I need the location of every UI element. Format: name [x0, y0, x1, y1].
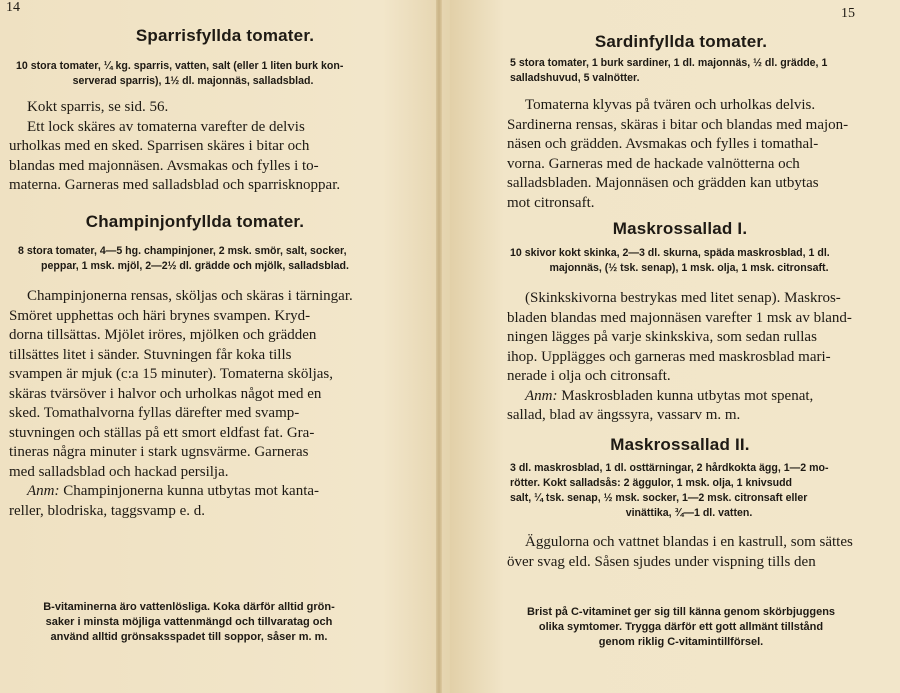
text-line: salladsbladen. Majonnäsen och grädden kan utbytas [507, 175, 819, 191]
text-line: bladen blandas med majonnäsen varefter 1 msk av bland- [507, 309, 852, 326]
ingredients-maskrossallad-1 [510, 246, 868, 276]
text-line: Champinjonerna rensas, sköljas och skäras i tärningar. [27, 288, 353, 304]
method-champinjonfyllda [9, 287, 369, 521]
ingredient-line: 5 stora tomater, 1 burk sardiner, 1 dl. majonnäs, ½ dl. grädde, 1 [510, 57, 828, 69]
ingredient-line: vinättika, ¾—1 dl. vatten. [625, 507, 753, 519]
text-line: mot citronsaft. [507, 194, 595, 211]
page-number-left: 14 [6, 0, 20, 15]
footer-line: B-vitaminerna äro vattenlösliga. Koka därför alltid grön- [43, 601, 335, 613]
recipe-title-champinjonfyllda: Champinjonfyllda tomater. [85, 212, 305, 231]
footer-line: använd alltid grönsaksspadet till soppor, såser m. m. [50, 631, 328, 643]
ingredient-line: peppar, 1 msk. mjöl, 2—2½ dl. grädde och mjölk, salladsblad. [41, 260, 349, 272]
text-line: Smöret upphettas och häri brynes svampen. Kryd- [9, 307, 311, 324]
text-line: med salladsblad och hackad persilja. [9, 463, 229, 480]
right-page [450, 0, 900, 693]
ingredient-line: 3 dl. maskrosblad, 1 dl. osttärningar, 2 hårdkokta ägg, 1—2 mo- [510, 462, 829, 474]
note-line: Anm: Champinjonerna kunna utbytas mot kanta- [27, 483, 320, 499]
ingredient-line: majonnäs, (½ tsk. senap), 1 msk. olja, 1 msk. citronsaft. [549, 262, 829, 274]
method-sardinfyllda [507, 96, 869, 213]
text-line: över svag eld. Såsen sjudes under vispning tills den [507, 553, 816, 570]
footer-line: Brist på C-vitaminet ger sig till känna genom skörbjuggens [526, 606, 836, 618]
text-line: blandas med majonnäsen. Avsmakas och fylles i to- [9, 157, 319, 174]
text-line: stuvningen och ställas på ett smort eldfast fat. Gra- [9, 424, 315, 441]
page-number-right: 15 [841, 6, 855, 21]
text-line: urholkas med en sked. Sparrisen skäres i bitar och [9, 138, 310, 154]
text-line: Sardinerna rensas, skäras i bitar och blandas med majon- [507, 116, 849, 133]
text-line: vorna. Garneras med de hackade valnötterna och [507, 155, 800, 172]
ingredient-line: serverad sparris), 1½ dl. majonnäs, salladsblad. [72, 75, 314, 87]
text-line: svampen är mjuk (c:a 15 minuter). Tomaterna sköljas, [9, 366, 334, 382]
text-line: Ett lock skäres av tomaterna varefter de delvis [27, 118, 305, 135]
footer-note-right [500, 605, 862, 650]
book-gutter [436, 0, 442, 693]
ingredients-maskrossallad-2 [510, 461, 868, 521]
text-line: (Skinkskivorna bestrykas med litet senap). Maskros- [525, 290, 841, 306]
text-line: skäras tvärsöver i halvor och urholkas något med en [9, 385, 322, 402]
text-line: reller, blodriska, taggsvamp e. d. [9, 502, 206, 519]
ingredients-sardinfyllda [510, 56, 868, 86]
text-line: Tomaterna klyvas på tvären och urholkas delvis. [525, 97, 816, 113]
text-line: tillsättes litet i sänder. Stuvningen får koka tills [9, 346, 292, 363]
text-line: ihop. Upplägges och garneras med maskrosblad mari- [507, 348, 831, 365]
recipe-title-maskrossallad-1: Maskrossallad I. [612, 219, 748, 238]
ingredient-line: salt, ¼ tsk. senap, ½ msk. socker, 1—2 msk. citronsaft eller [510, 492, 808, 504]
text-line: ningen lägges på varje skinkskiva, som sedan rullas [507, 329, 817, 345]
footer-line: genom riklig C-vitamintillförsel. [598, 636, 764, 648]
ingredients-sparrisfyllda [16, 59, 370, 89]
text-line: materna. Garneras med salladsblad och sparrisknoppar. [9, 177, 341, 193]
text-line: Kokt sparris, se sid. 56. [27, 99, 169, 115]
footer-line: saker i minsta möjliga vattenmängd och tillvaratag och [45, 616, 333, 628]
text-line: näsen och grädden. Avsmakas och fylles i tomathal- [507, 136, 819, 152]
method-maskrossallad-1 [507, 289, 869, 426]
text-line: sallad, blad av ängssyra, vassarv m. m. [507, 407, 741, 423]
footer-line: olika symtomer. Trygga därför ett gott allmänt tillstånd [538, 621, 824, 633]
text-line: tineras några minuter i stark ugnsvärme. Garneras [9, 444, 309, 460]
footer-note-left [6, 600, 372, 645]
method-maskrossallad-2 [507, 533, 869, 572]
text-line: sked. Tomathalvorna fyllas därefter med svamp- [9, 405, 300, 421]
recipe-title-maskrossallad-2: Maskrossallad II. [610, 435, 750, 454]
text-line: Äggulorna och vattnet blandas i en kastrull, som sättes [525, 534, 853, 550]
recipe-title-sardinfyllda: Sardinfyllda tomater. [594, 32, 768, 51]
ingredient-line: 10 skivor kokt skinka, 2—3 dl. skurna, späda maskrosblad, 1 dl. [510, 247, 830, 259]
ingredient-line: rötter. Kokt salladsås: 2 äggulor, 1 msk. olja, 1 knivsudd [510, 477, 793, 489]
note-line: Anm: Maskrosbladen kunna utbytas mot spenat, [525, 387, 814, 404]
ingredient-line: 8 stora tomater, 4—5 hg. champinjoner, 2 msk. smör, salt, socker, [18, 245, 347, 257]
text-line: dorna tillsättas. Mjölet iröres, mjölken och grädden [9, 327, 317, 343]
ingredients-champinjonfyllda [18, 244, 372, 274]
ingredient-line: 10 stora tomater, ¼ kg. sparris, vatten, salt (eller 1 liten burk kon- [16, 60, 344, 72]
text-line: nerade i olja och citronsaft. [507, 368, 671, 384]
recipe-title-sparrisfyllda: Sparrisfyllda tomater. [135, 26, 315, 45]
ingredient-line: salladshuvud, 5 valnötter. [510, 72, 640, 84]
method-sparrisfyllda [9, 98, 369, 196]
